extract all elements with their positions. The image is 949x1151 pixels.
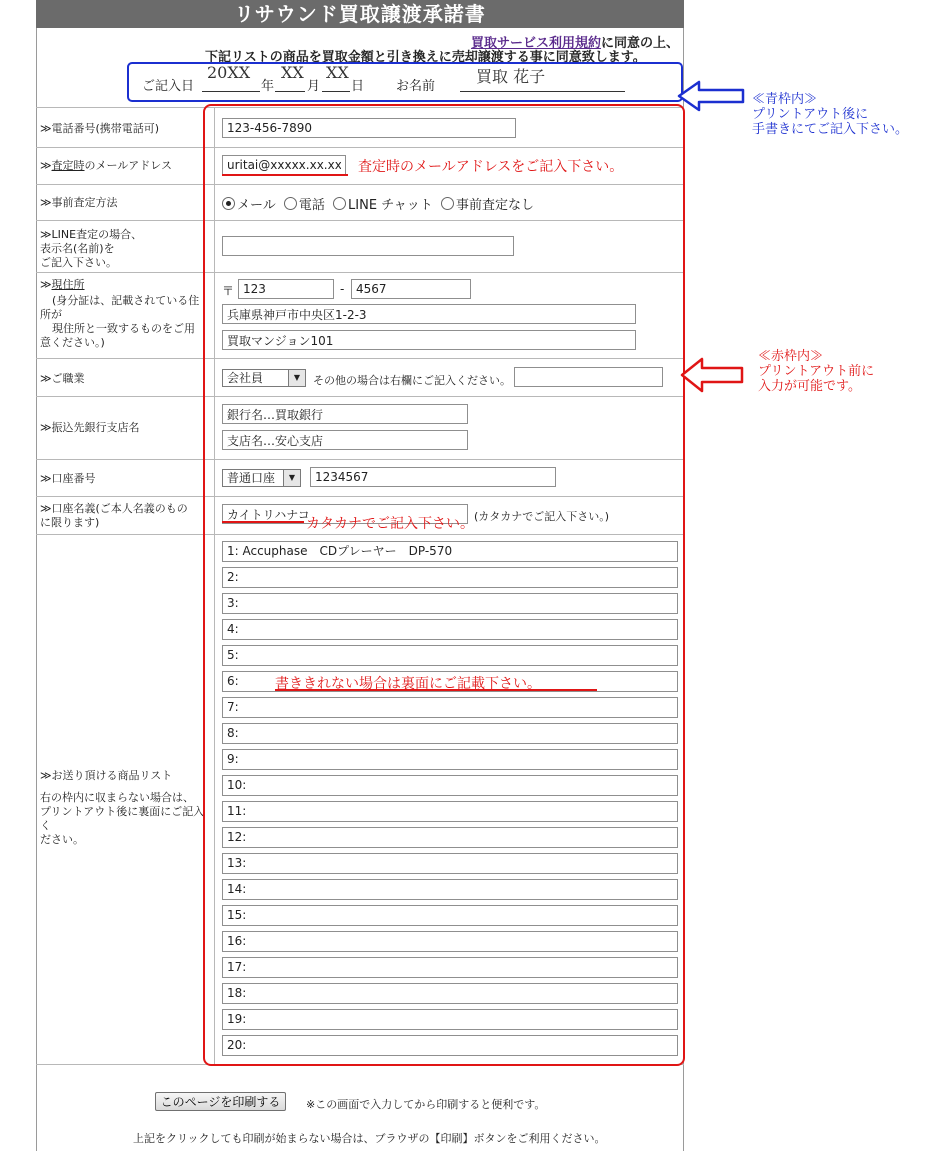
radio-phone-label: 電話 (298, 198, 325, 213)
email-red-underline (222, 174, 348, 176)
month-label: 月 (307, 79, 321, 94)
name-underline (460, 91, 625, 92)
date-label: ご記入日 (142, 79, 195, 94)
month-underline (275, 91, 305, 92)
item-field-14[interactable]: 14: (222, 879, 678, 900)
consent-line-1-rest: に同意の上、 (600, 36, 679, 51)
account-name-label-2: に限ります) (40, 516, 100, 529)
item-field-1[interactable]: 1: Accuphase CDプレーヤー DP-570 (222, 541, 678, 562)
radio-line-label: LINE チャット (348, 198, 433, 213)
email-label-prefix: ≫ (40, 159, 52, 172)
phone-label: ≫電話番号(携帯電話可) (40, 122, 160, 135)
blue-note (752, 92, 908, 137)
name-label: お名前 (396, 79, 436, 94)
address-note-2: 所が (40, 308, 62, 321)
address-label-link[interactable]: 現住所 (51, 278, 85, 291)
item-field-8[interactable]: 8: (222, 723, 678, 744)
chevron-down-icon[interactable]: ▼ (283, 470, 300, 486)
account-name-label (40, 502, 210, 530)
item-field-4[interactable]: 4: (222, 619, 678, 640)
day-handwritten: XX (326, 63, 349, 82)
method-label: ≫事前査定方法 (40, 196, 118, 209)
print-help: 上記をクリックしても印刷が始まらない場合は、ブラウザの【印刷】ボタンをご利用ください。 (133, 1132, 606, 1145)
line-label (40, 228, 210, 270)
zip-dash: - (340, 282, 345, 296)
day-underline (322, 91, 350, 92)
red-note-2: プリントアウト前に (758, 364, 875, 379)
red-note-3: 入力が可能です。 (758, 379, 861, 394)
arrow-left-icon (677, 78, 747, 114)
chevron-down-icon[interactable]: ▼ (288, 370, 305, 386)
print-note: ※この画面で入力してから印刷すると便利です。 (306, 1098, 546, 1111)
red-note (758, 349, 874, 394)
item-field-3[interactable]: 3: (222, 593, 678, 614)
job-label: ≫ご職業 (40, 372, 85, 385)
email-label (40, 159, 210, 173)
page-title: リサウンド買取譲渡承諾書 (36, 0, 684, 28)
terms-link[interactable]: 買取サービス利用規約 (470, 36, 601, 51)
line-label-2: 表示名(名前)を (40, 242, 115, 255)
arrow-left-icon (680, 355, 746, 395)
items-note-2: プリントアウト後に裏面にご記入く (40, 805, 205, 832)
address-label (40, 278, 210, 350)
year-label: 年 (261, 79, 275, 94)
blue-note-3: 手書きにてご記入下さい。 (752, 122, 909, 137)
item-field-15[interactable]: 15: (222, 905, 678, 926)
katakana-red-underline (222, 521, 304, 523)
year-handwritten: 20XX (207, 63, 251, 82)
item-field-10[interactable]: 10: (222, 775, 678, 796)
item-field-12[interactable]: 12: (222, 827, 678, 848)
blue-note-1: ≪青枠内≫ (752, 92, 818, 107)
account-no-label: ≫口座番号 (40, 472, 96, 485)
year-underline (202, 91, 260, 92)
katakana-annotation: カタカナでご記入下さい。 (306, 516, 474, 532)
bank-label: ≫振込先銀行支店名 (40, 421, 140, 434)
day-label: 日 (351, 79, 365, 94)
print-button[interactable]: このページを印刷する (155, 1092, 286, 1111)
overflow-red-underline (275, 689, 597, 691)
job-select-value: 会社員 (227, 371, 264, 385)
email-label-link[interactable]: 査定時 (51, 159, 85, 172)
item-field-16[interactable]: 16: (222, 931, 678, 952)
email-annotation: 査定時のメールアドレスをご記入下さい。 (358, 159, 624, 175)
item-field-19[interactable]: 19: (222, 1009, 678, 1030)
item-field-7[interactable]: 7: (222, 697, 678, 718)
line-label-1: ≫LINE査定の場合、 (40, 228, 143, 241)
red-note-1: ≪赤枠内≫ (758, 349, 824, 364)
overflow-annotation: 書ききれない場合は裏面にご記載下さい。 (275, 676, 541, 692)
account-name-label-1: ≫口座名義(ご本人名義のもの (40, 502, 188, 515)
postal-mark: 〒 (222, 284, 235, 298)
item-field-18[interactable]: 18: (222, 983, 678, 1004)
item-field-6[interactable]: 6: (222, 671, 678, 692)
item-field-20[interactable]: 20: (222, 1035, 678, 1056)
item-field-5[interactable]: 5: (222, 645, 678, 666)
input-box (203, 104, 685, 1066)
address-label-prefix: ≫ (40, 278, 52, 291)
address-note-4: 意ください。) (40, 336, 105, 349)
email-label-rest: のメールアドレス (84, 159, 172, 172)
blue-note-2: プリントアウト後に (752, 107, 869, 122)
items-label-title: ≫お送り頂ける商品リスト (40, 769, 173, 782)
item-field-9[interactable]: 9: (222, 749, 678, 770)
consent-line-2: 下記リストの商品を買取金額と引き換えに売却譲渡する事に同意致します。 (205, 50, 646, 65)
radio-none-label: 事前査定なし (455, 198, 534, 213)
line-label-3: ご記入下さい。 (40, 256, 117, 269)
job-note: その他の場合は右欄にご記入ください。 (313, 374, 511, 387)
item-field-17[interactable]: 17: (222, 957, 678, 978)
item-field-2[interactable]: 2: (222, 567, 678, 588)
month-handwritten: XX (281, 63, 304, 82)
radio-mail-label: メール (237, 198, 276, 213)
name-handwritten: 買取 花子 (476, 67, 546, 86)
items-note-1: 右の枠内に収まらない場合は、 (40, 791, 194, 804)
item-field-11[interactable]: 11: (222, 801, 678, 822)
item-field-13[interactable]: 13: (222, 853, 678, 874)
account-name-note: (カタカナでご記入下さい。) (474, 510, 610, 523)
items-label (40, 769, 210, 847)
account-type-value: 普通口座 (227, 471, 276, 485)
address-note-3: 現住所と一致するものをご用 (52, 322, 195, 335)
address-note-1: (身分証は、記載されている住 (52, 294, 200, 307)
items-note-3: ださい。 (40, 833, 84, 846)
